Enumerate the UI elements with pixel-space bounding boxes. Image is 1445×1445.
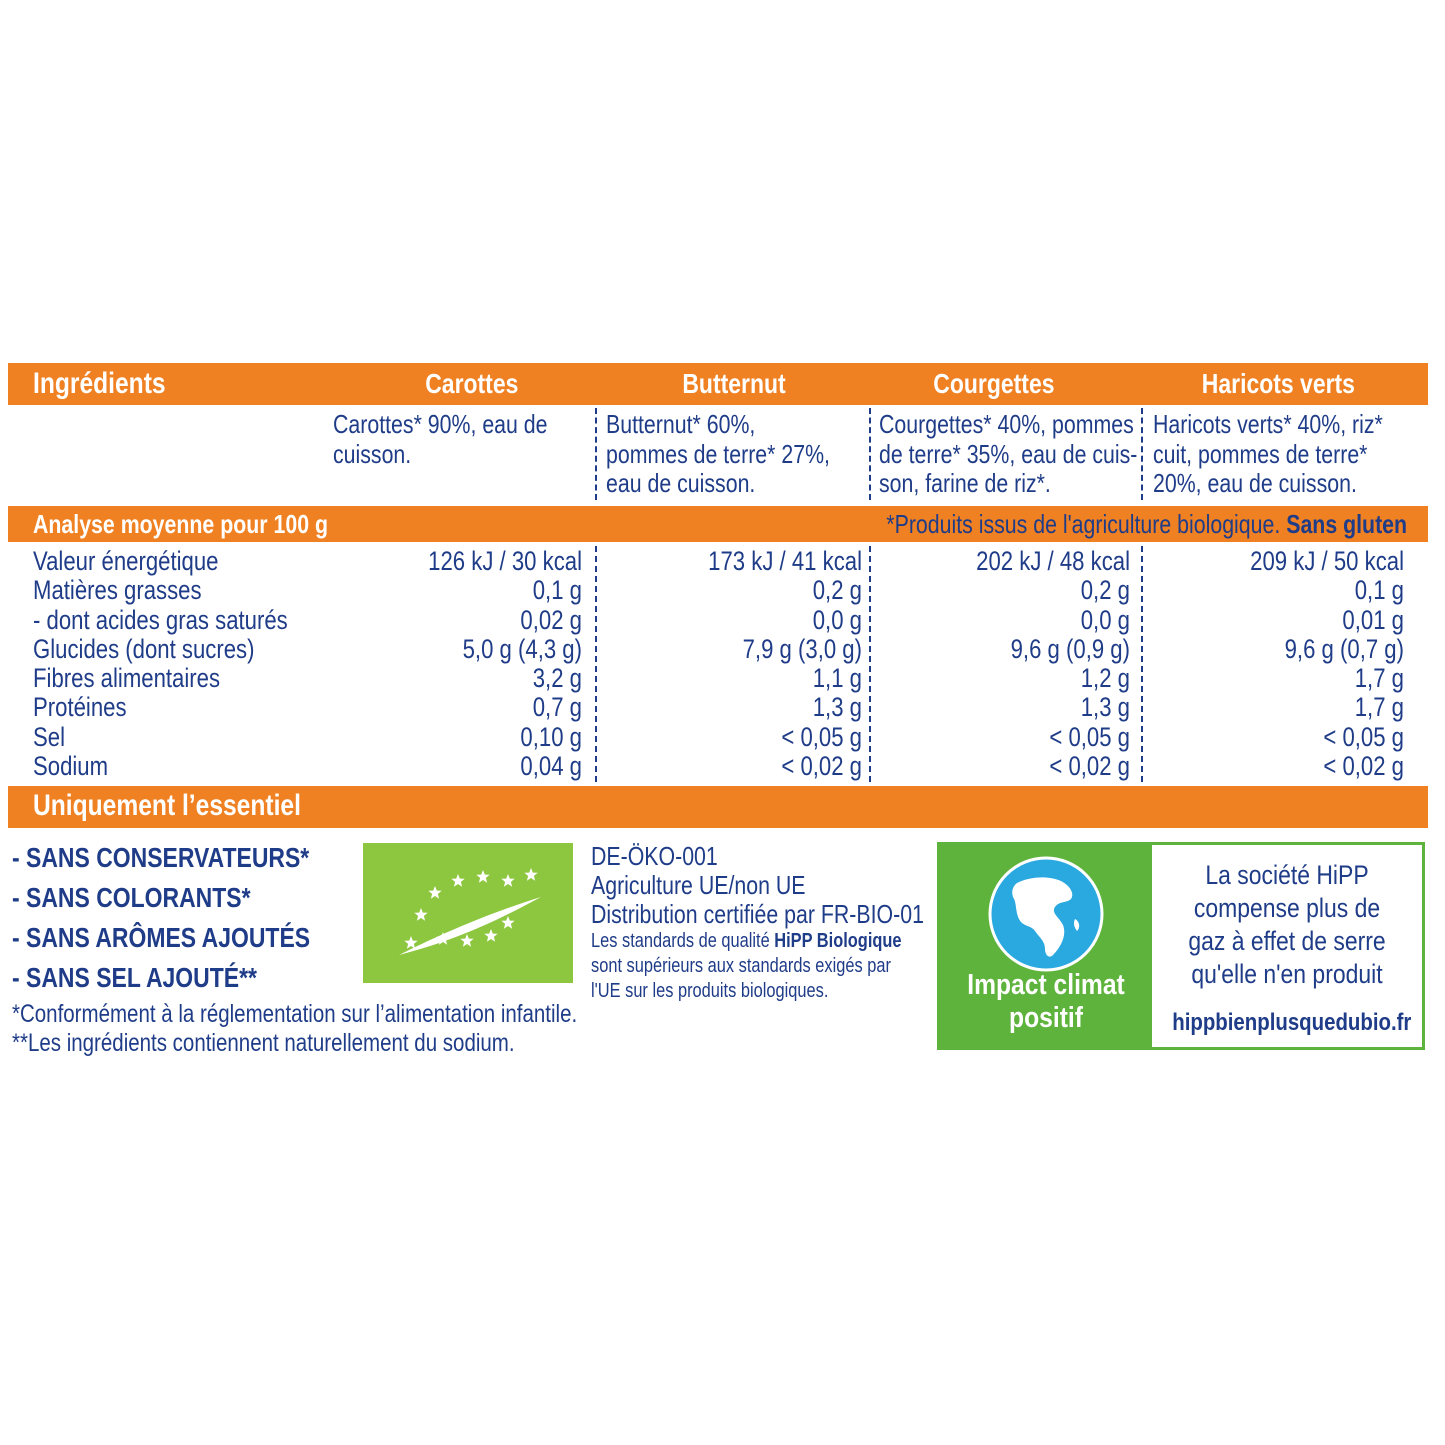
eu-organic-leaf-icon: [363, 843, 573, 983]
nutrient-label: - dont acides gras saturés: [33, 604, 288, 635]
nutrition-values-carottes: 126 kJ / 30 kcal 0,1 g 0,02 g 5,0 g (4,3 g) 3,2 g 0,7 g 0,10 g 0,04 g: [428, 546, 582, 782]
ingredients-haricots: Haricots verts* 40%, riz* cuit, pommes de terre* 20%, eau de cuisson.: [1153, 409, 1383, 498]
cert-standards-line3: l'UE sur les produits biologiques.: [591, 980, 829, 1002]
nutrition-values-haricots: 209 kJ / 50 kcal 0,1 g 0,01 g 9,6 g (0,7 g) 1,7 g 1,7 g < 0,05 g < 0,02 g: [1250, 546, 1404, 782]
ingredients-carottes: Carottes* 90%, eau de cuisson.: [333, 409, 548, 469]
climate-badge-text: Impact climat positif: [967, 969, 1125, 1034]
column-header-haricots: Haricots verts: [1201, 368, 1355, 399]
column-divider: [1141, 546, 1143, 782]
analysis-note: *Produits issus de l'agriculture biologique. Sans gluten: [886, 509, 1407, 539]
claim-item: - SANS SEL AJOUTÉ**: [12, 962, 257, 993]
nutrient-label: Matières grasses: [33, 575, 202, 606]
column-divider: [869, 546, 871, 782]
claim-item: - SANS ARÔMES AJOUTÉS: [12, 922, 311, 953]
climate-url: hippbienplusquedubio.fr: [1172, 1009, 1412, 1036]
claims-list: [12, 838, 376, 998]
nutrition-values-butternut: 173 kJ / 41 kcal 0,2 g 0,0 g 7,9 g (3,0 g) 1,1 g 1,3 g < 0,05 g < 0,02 g: [708, 546, 862, 782]
claim-item: - SANS COLORANTS*: [12, 882, 251, 913]
cert-distribution: Distribution certifiée par FR-BIO-01: [591, 899, 924, 929]
column-header-carottes: Carottes: [425, 368, 519, 399]
globe-icon: [987, 855, 1105, 973]
column-divider: [1141, 408, 1143, 500]
ingredients-courgettes: Courgettes* 40%, pommes de terre* 35%, eau de cuis- son, farine de riz*.: [879, 409, 1138, 498]
column-divider: [869, 408, 871, 500]
cert-standards-line2: sont supérieurs aux standards exigés par: [591, 955, 891, 977]
nutrient-label: Glucides (dont sucres): [33, 633, 255, 664]
column-divider: [595, 408, 597, 500]
nutrient-label: Protéines: [33, 692, 127, 723]
nutrition-labels: [33, 547, 344, 781]
essentials-title: Uniquement l’essentiel: [33, 789, 301, 822]
climate-description: La société HiPP compense plus de gaz à effet de serre qu'elle n'en produit: [1188, 860, 1386, 989]
footnote: **Les ingrédients contiennent naturellement du sodium.: [12, 1029, 515, 1057]
ingredients-butternut: Butternut* 60%, pommes de terre* 27%, eau de cuisson.: [606, 409, 830, 498]
cert-origin: Agriculture UE/non UE: [591, 870, 806, 900]
column-header-courgettes: Courgettes: [933, 368, 1055, 399]
cert-standards: Les standards de qualité HiPP Biologique: [591, 930, 902, 952]
nutrient-label: Fibres alimentaires: [33, 663, 221, 694]
claim-item: - SANS CONSERVATEURS*: [12, 842, 310, 873]
column-header-butternut: Butternut: [682, 368, 786, 399]
analysis-title: Analyse moyenne pour 100 g: [33, 509, 329, 539]
nutrient-label: Sodium: [33, 751, 109, 782]
cert-code: DE-ÖKO-001: [591, 841, 718, 871]
ingredients-title: Ingrédients: [33, 367, 166, 400]
column-divider: [595, 546, 597, 782]
climate-impact-box: [937, 842, 1425, 1050]
nutrition-values-courgettes: 202 kJ / 48 kcal 0,2 g 0,0 g 9,6 g (0,9 g) 1,2 g 1,3 g < 0,05 g < 0,02 g: [976, 546, 1130, 782]
footnotes: [12, 1000, 701, 1058]
nutrient-label: Sel: [33, 721, 66, 752]
climate-badge: [940, 845, 1152, 1047]
nutrient-label: Valeur énergétique: [33, 546, 219, 576]
footnote: *Conformément à la réglementation sur l’alimentation infantile.: [12, 1000, 578, 1028]
